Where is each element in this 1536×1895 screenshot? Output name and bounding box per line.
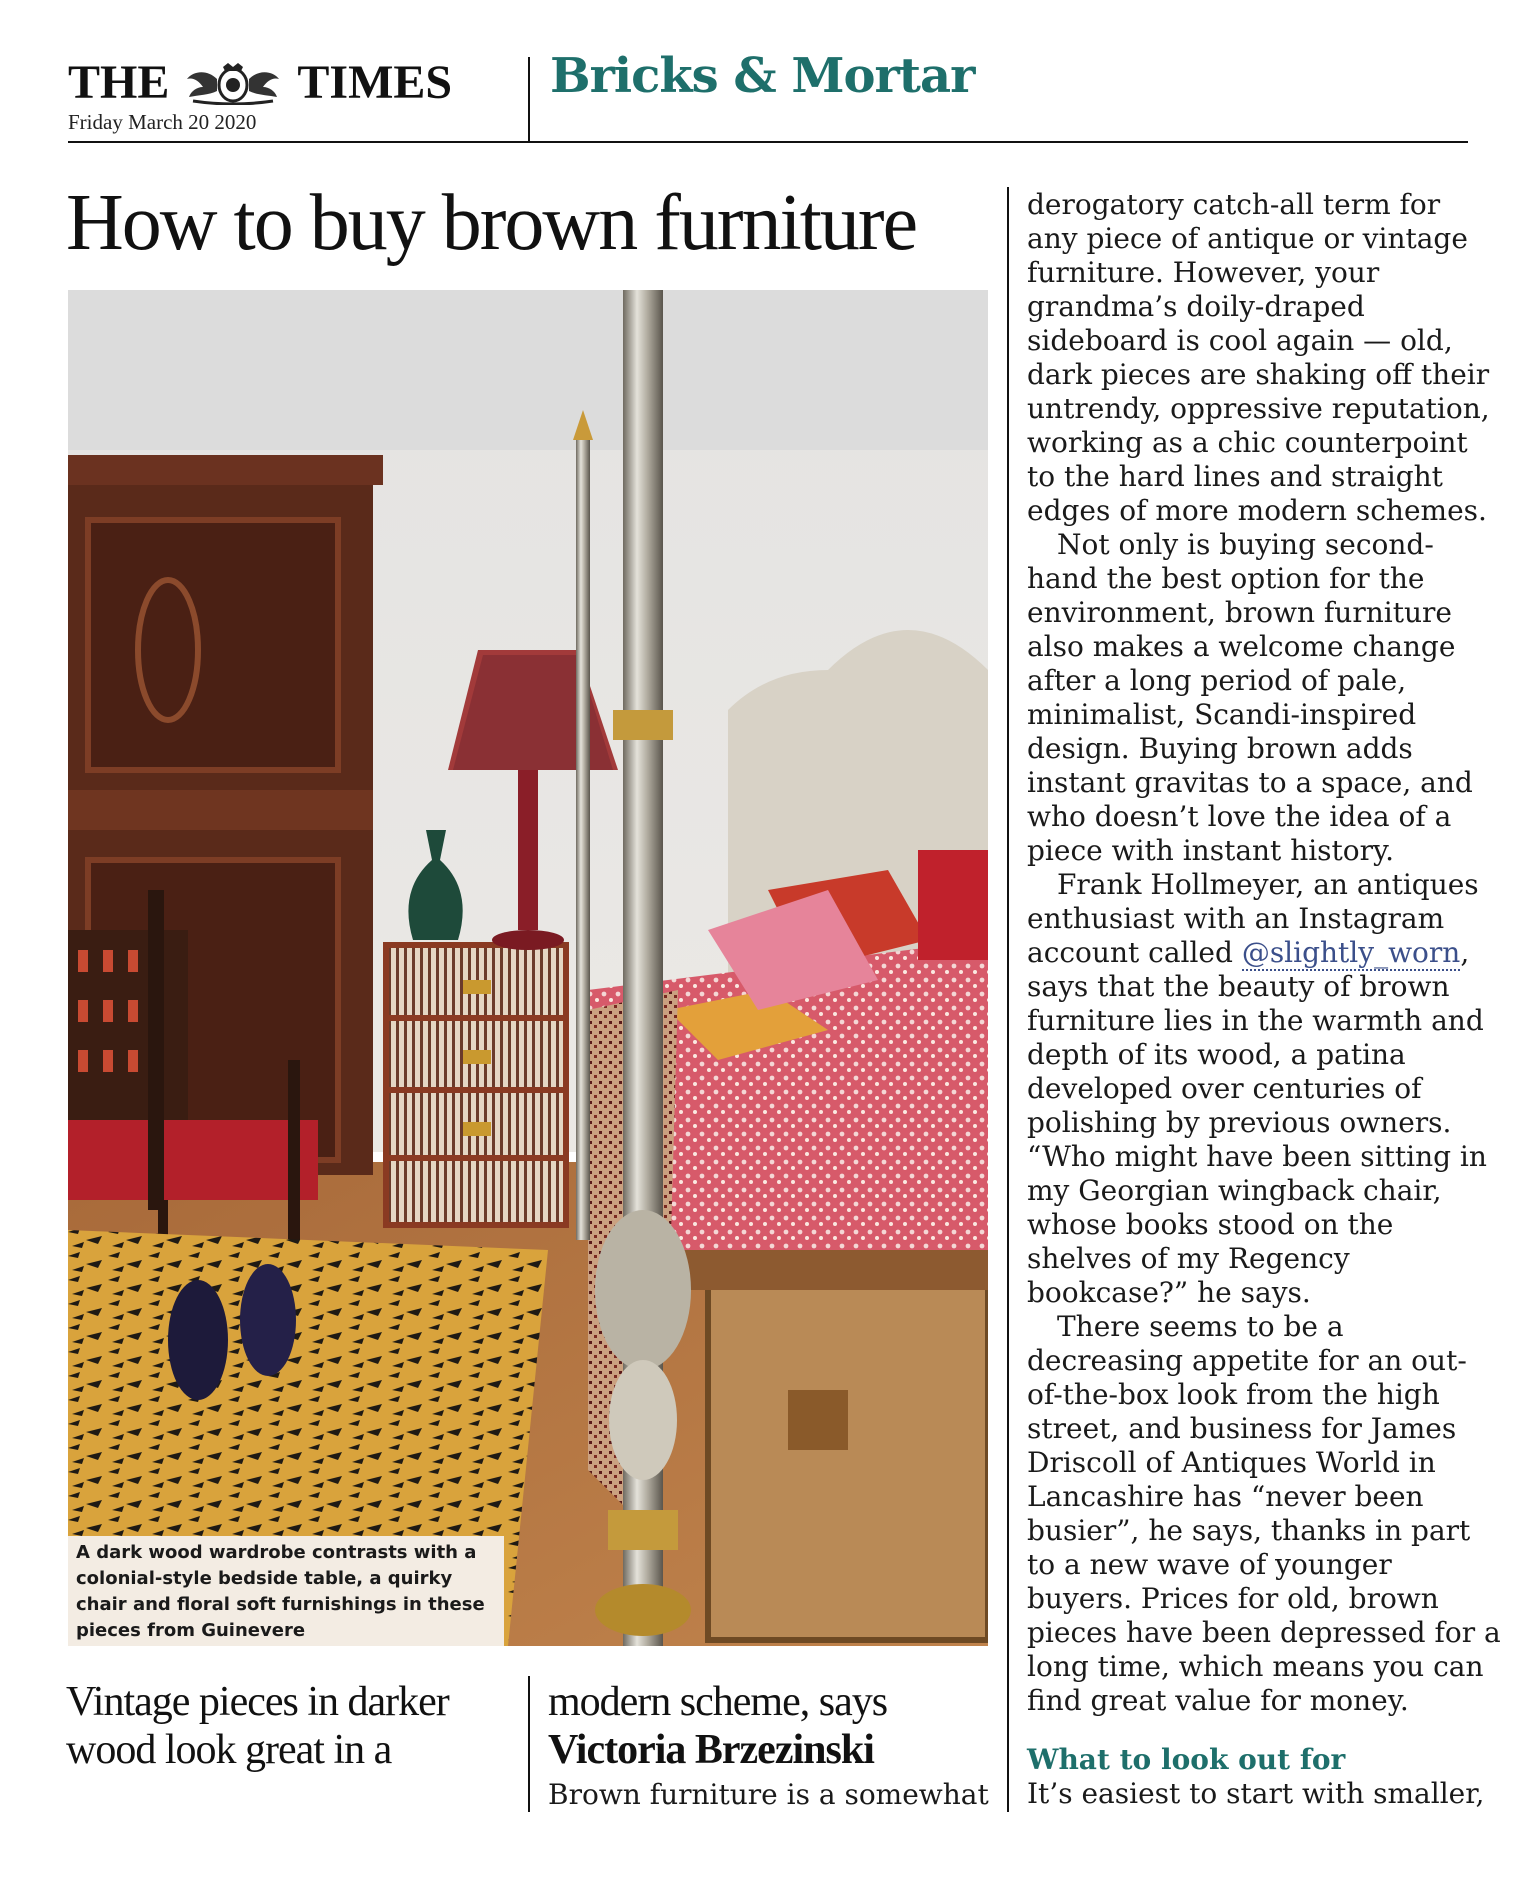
handle-suffix: , xyxy=(1460,936,1470,969)
body-line: polishing by previous owners. xyxy=(1027,1106,1452,1139)
body-line: street, and business for James xyxy=(1027,1412,1457,1445)
body-line: to a new wave of younger xyxy=(1027,1548,1392,1581)
times-logo xyxy=(68,55,452,110)
body-line: to the hard lines and straight xyxy=(1027,460,1443,493)
right-column-divider xyxy=(1007,187,1009,1812)
body-line: depth of its wood, a patina xyxy=(1027,1038,1406,1071)
body-line: of-the-box look from the high xyxy=(1027,1378,1440,1411)
header-rule xyxy=(68,141,1468,143)
photo-caption: A dark wood wardrobe contrasts with a colonial-style bedside table, a quirky chair and floral soft furnishings in these pieces from Guinevere xyxy=(68,1536,504,1646)
body-line-with-handle xyxy=(1027,936,1477,970)
body-line: whose books stood on the xyxy=(1027,1208,1394,1241)
body-line: environment, brown furniture xyxy=(1027,596,1452,629)
standfirst-part2 xyxy=(548,1678,998,1774)
body-line: minimalist, Scandi-inspired xyxy=(1027,698,1417,731)
body-line: dark pieces are shaking off their xyxy=(1027,358,1490,391)
body-line: shelves of my Regency xyxy=(1027,1242,1350,1275)
body-line: find great value for money. xyxy=(1027,1684,1409,1717)
subheading: What to look out for xyxy=(1027,1743,1346,1776)
body-line: “Who might have been sitting in xyxy=(1027,1140,1487,1173)
headline: How to buy brown furniture xyxy=(66,179,917,267)
body-line: grandma’s doily-draped xyxy=(1027,290,1365,323)
handle-prefix: account called xyxy=(1027,936,1242,969)
body-right-column xyxy=(1027,188,1501,1718)
paragraph-4 xyxy=(1027,1310,1501,1718)
standfirst-part1: Vintage pieces in darker wood look great in a xyxy=(66,1679,449,1773)
body-line: design. Buying brown adds xyxy=(1027,732,1413,765)
paragraph-2 xyxy=(1027,528,1477,868)
body-line: Lancashire has “never been xyxy=(1027,1480,1424,1513)
body-line: furniture. However, your xyxy=(1027,256,1380,289)
body-line: untrendy, oppressive reputation, xyxy=(1027,392,1490,425)
body-line: any piece of antique or vintage xyxy=(1027,222,1468,255)
logo-word-the: THE xyxy=(68,56,170,109)
body-line: working as a chic counterpoint xyxy=(1027,426,1468,459)
body-line: piece with instant history. xyxy=(1027,834,1395,867)
logo-word-times: TIMES xyxy=(297,56,453,109)
body-line: long time, which means you can xyxy=(1027,1650,1484,1683)
column-divider-lower xyxy=(528,1676,530,1812)
body-line: edges of more modern schemes. xyxy=(1027,494,1487,527)
instagram-handle-link[interactable]: @slightly_worn xyxy=(1241,936,1461,969)
section-title: Bricks & Mortar xyxy=(550,48,975,104)
issue-date: Friday March 20 2020 xyxy=(68,110,257,134)
body-line: hand the best option for the xyxy=(1027,562,1425,595)
article-photo xyxy=(68,290,988,1646)
body-line: pieces have been depressed for a xyxy=(1027,1616,1501,1649)
paragraph-3 xyxy=(1027,868,1487,1310)
body-line: buyers. Prices for old, brown xyxy=(1027,1582,1439,1615)
masthead-divider xyxy=(528,57,530,141)
paragraph-1 xyxy=(1027,188,1490,528)
standfirst-text: modern scheme, says xyxy=(548,1679,888,1725)
body-line: also makes a welcome change xyxy=(1027,630,1456,663)
body-line: Not only is buying second- xyxy=(1057,528,1434,561)
bedroom-illustration xyxy=(68,290,988,1646)
body-line: decreasing appetite for an out- xyxy=(1027,1344,1467,1377)
body-line: bookcase?” he says. xyxy=(1027,1276,1311,1309)
body-continuation: It’s easiest to start with smaller, xyxy=(1027,1777,1485,1810)
byline-author: Victoria Brzezinski xyxy=(548,1727,874,1773)
body-line: says that the beauty of brown xyxy=(1027,970,1450,1003)
body-line: developed over centuries of xyxy=(1027,1072,1422,1105)
body-line: There seems to be a xyxy=(1057,1310,1344,1343)
body-line: enthusiast with an Instagram xyxy=(1027,902,1445,935)
body-line: sideboard is cool again — old, xyxy=(1027,324,1453,357)
body-start: Brown furniture is a somewhat xyxy=(548,1778,989,1811)
body-line: instant gravitas to a space, and xyxy=(1027,766,1473,799)
body-line: who doesn’t love the idea of a xyxy=(1027,800,1452,833)
body-line: after a long period of pale, xyxy=(1027,664,1407,697)
body-line: derogatory catch-all term for xyxy=(1027,188,1441,221)
body-line: my Georgian wingback chair, xyxy=(1027,1174,1442,1207)
body-line: Driscoll of Antiques World in xyxy=(1027,1446,1436,1479)
body-line: furniture lies in the warmth and xyxy=(1027,1004,1484,1037)
body-line: Frank Hollmeyer, an antiques xyxy=(1057,868,1479,901)
royal-crest-icon xyxy=(173,61,293,105)
body-line: busier”, he says, thanks in part xyxy=(1027,1514,1471,1547)
